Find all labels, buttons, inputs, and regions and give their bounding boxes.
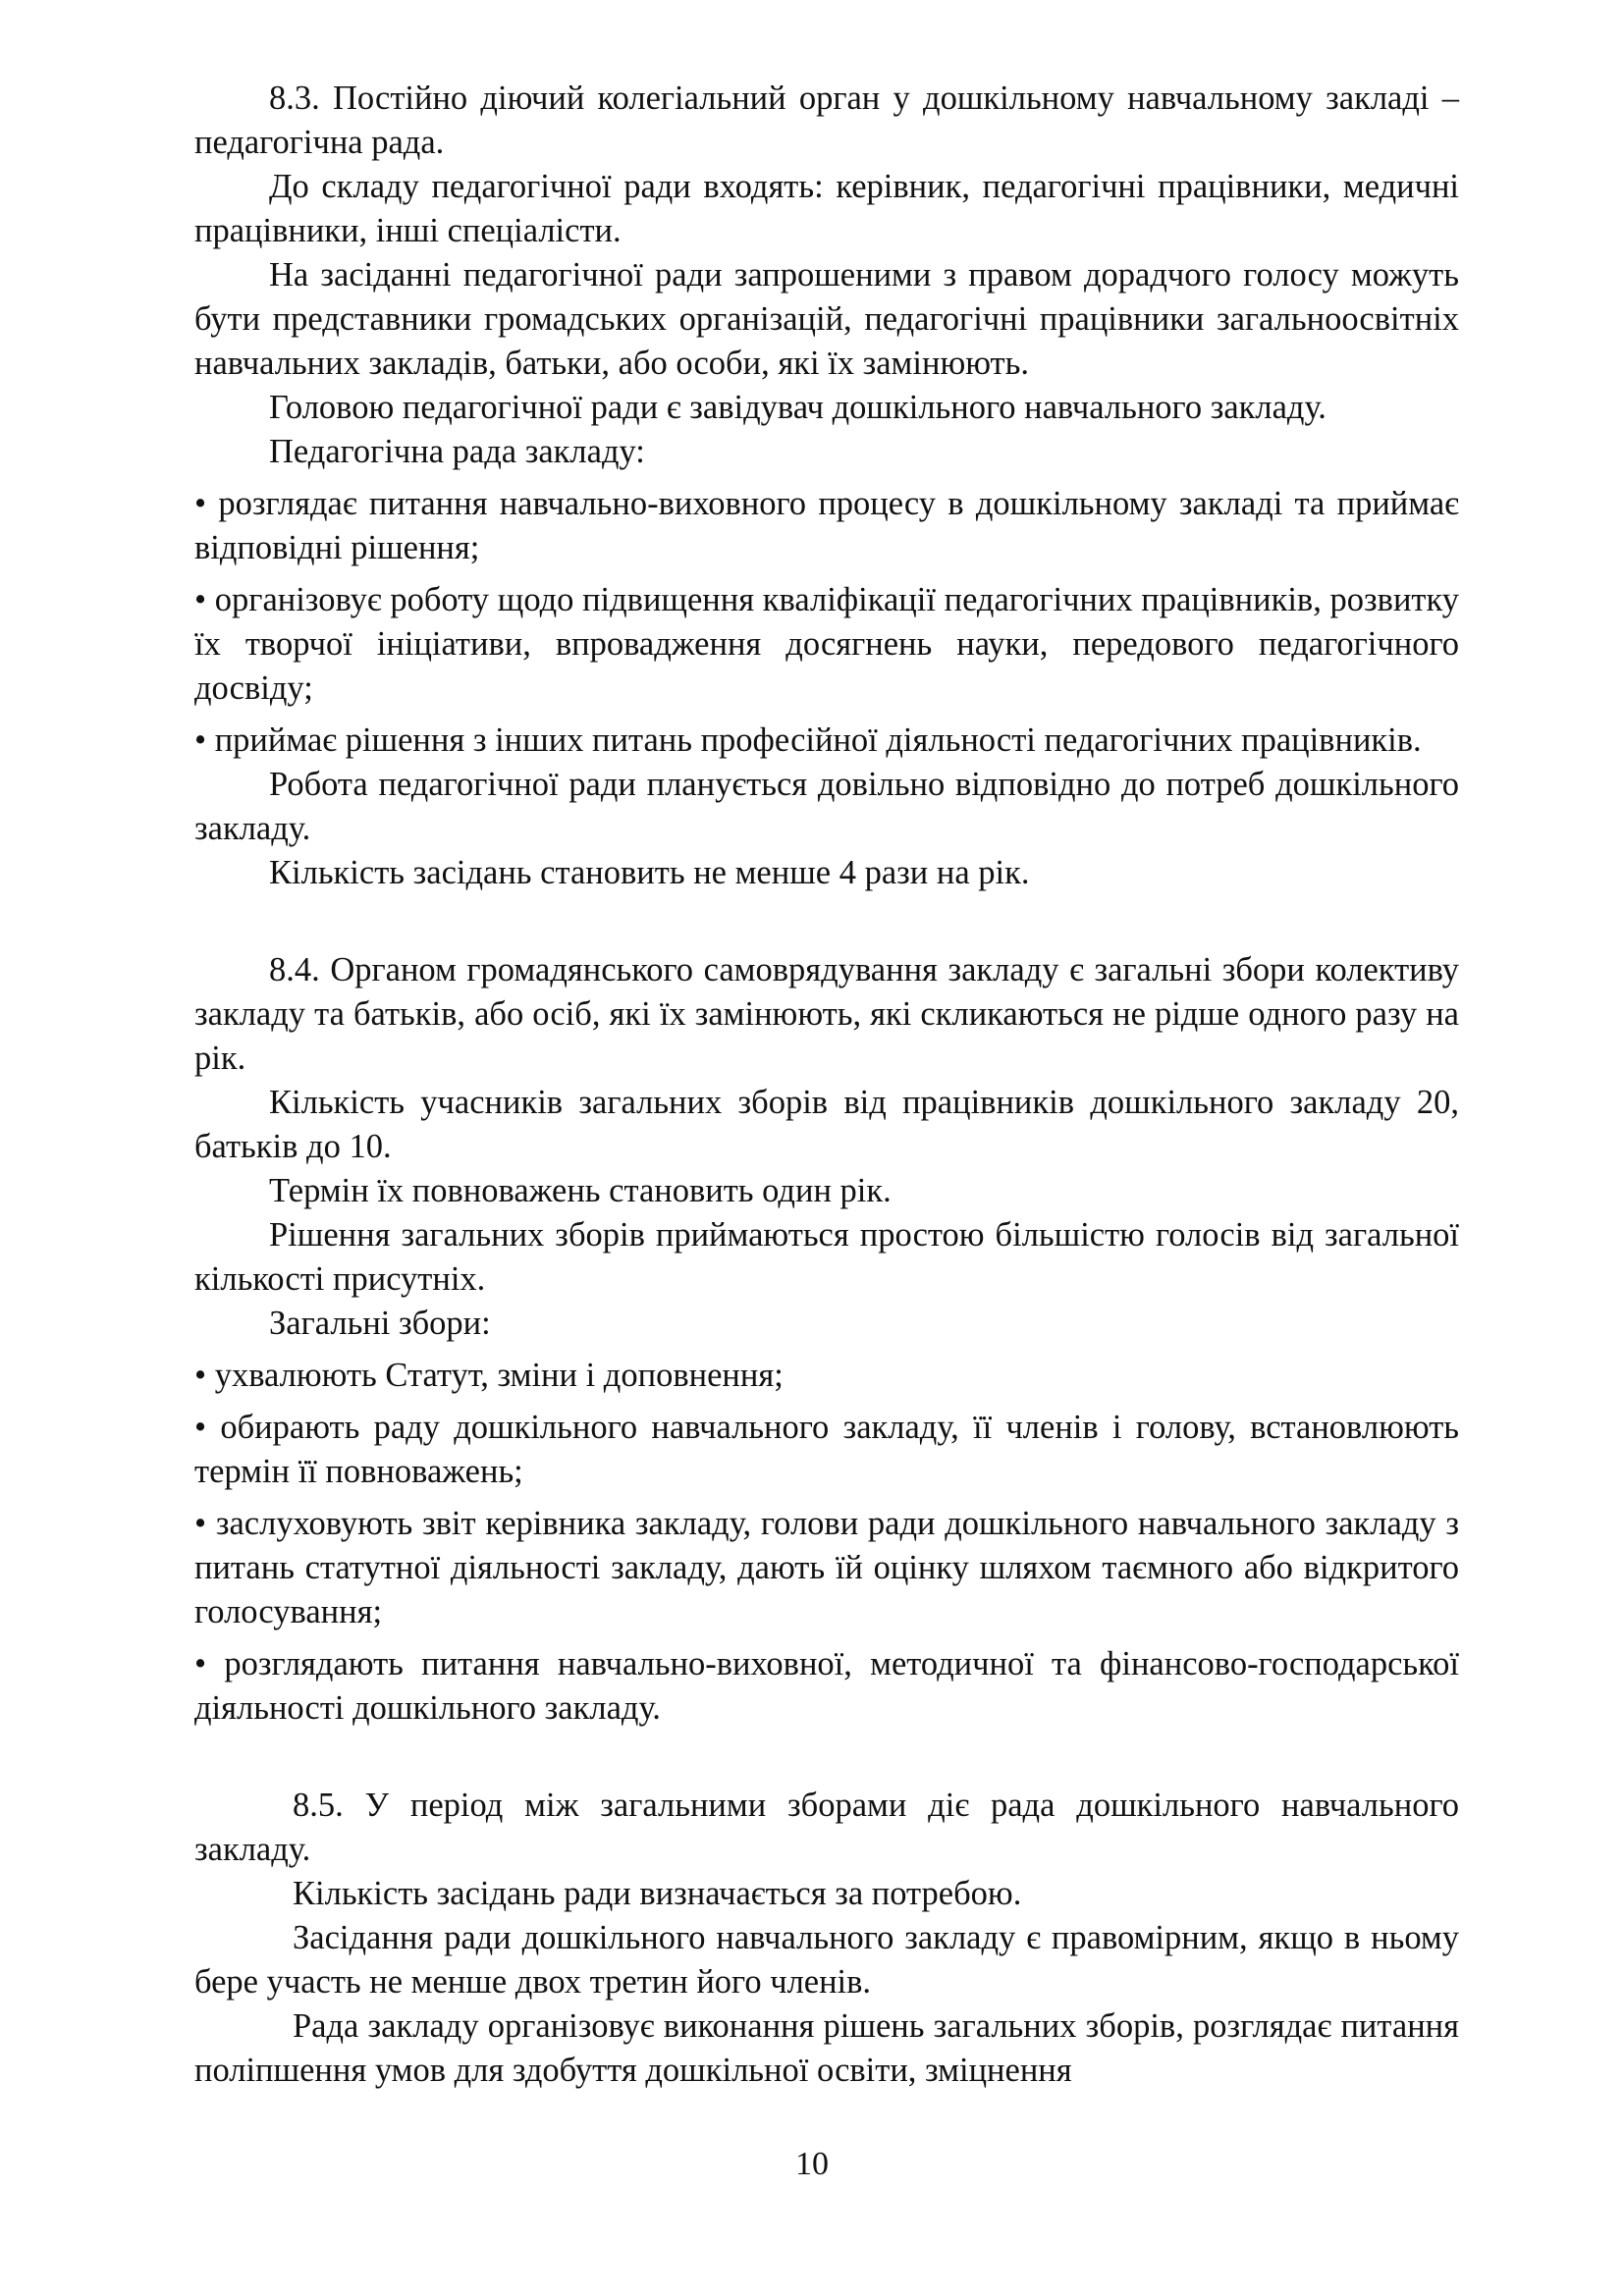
- paragraph: Робота педагогічної ради планується довільно відповідно до потреб дошкільного закладу.: [194, 766, 1459, 847]
- bullet-item: [194, 482, 1459, 570]
- bullet-text: приймає рішення з інших питань професійної діяльності педагогічних працівників.: [214, 721, 1422, 759]
- document-page: [194, 77, 1459, 2093]
- paragraph: Головою педагогічної ради є завідувач дошкільного навчального закладу.: [269, 389, 1326, 426]
- bullet-icon: •: [194, 1409, 207, 1446]
- bullet-text: обирають раду дошкільного навчального закладу, її членів і голову, встановлюють термін її повноважень;: [194, 1409, 1460, 1490]
- bullet-text: заслуховують звіт керівника закладу, голови ради дошкільного навчального закладу з питань статутної діяльності закладу, дають їй оцінку шляхом таємного або відкритого голосування;: [194, 1505, 1460, 1630]
- spacer: [194, 895, 1459, 948]
- bullet-item: [194, 1642, 1459, 1731]
- paragraph-8-5: 8.5. У період між загальними зборами діє рада дошкільного навчального закладу.: [194, 1787, 1459, 1868]
- bullet-icon: •: [194, 581, 207, 618]
- paragraph: До складу педагогічної ради входять: керівник, педагогічні працівники, медичні працівники, інші спеціалісти.: [194, 168, 1459, 249]
- bullet-text: розглядають питання навчально-виховної, методичної та фінансово-господарської діяльності дошкільного закладу.: [194, 1645, 1459, 1727]
- paragraph: Кількість учасників загальних зборів від працівників дошкільного закладу 20, батьків до 10.: [194, 1084, 1459, 1165]
- paragraph-8-4: 8.4. Органом громадянського самоврядування закладу є загальні збори колективу закладу та батьків, або осіб, які їх замінюють, які скликаються не рідше одного разу на рік.: [194, 951, 1459, 1077]
- spacer: [194, 1731, 1459, 1784]
- bullet-item: [194, 1354, 1459, 1398]
- paragraph: Кількість засідань ради визначається за потребою.: [293, 1875, 1022, 1912]
- bullet-item: [194, 1502, 1459, 1634]
- bullet-text: організовує роботу щодо підвищення кваліфікації педагогічних працівників, розвитку їх творчої ініціативи, впровадження досягнень науки, передового педагогічного досвіду;: [194, 581, 1460, 707]
- paragraph: Кількість засідань становить не менше 4 рази на рік.: [269, 854, 1030, 891]
- bullet-text: розглядає питання навчально-виховного процесу в дошкільному закладі та приймає відповідні рішення;: [194, 485, 1459, 566]
- paragraph: Термін їх повноважень становить один рік.: [269, 1172, 892, 1209]
- paragraph: Загальні збори:: [269, 1305, 491, 1342]
- page-number: 10: [795, 2146, 829, 2182]
- paragraph: На засіданні педагогічної ради запрошеними з правом дорадчого голосу можуть бути представники громадських організацій, педагогічні працівники загальноосвітніх навчальних закладів, батьки, або особи, які їх замінюють.: [194, 256, 1459, 382]
- bullet-item: [194, 578, 1459, 711]
- bullet-item: [194, 719, 1459, 763]
- bullet-icon: •: [194, 1645, 207, 1682]
- bullet-icon: •: [194, 1357, 207, 1394]
- bullet-icon: •: [194, 721, 207, 759]
- bullet-icon: •: [194, 1505, 207, 1542]
- paragraph: Педагогічна рада закладу:: [269, 433, 645, 470]
- bullet-item: [194, 1406, 1459, 1494]
- bullet-icon: •: [194, 485, 207, 522]
- paragraph: Рада закладу організовує виконання рішень загальних зборів, розглядає питання поліпшення умов для здобуття дошкільної освіти, зміцнення: [194, 2007, 1459, 2089]
- paragraph: Рішення загальних зборів приймаються простою більшістю голосів від загальної кількості присутніх.: [194, 1216, 1459, 1298]
- paragraph: Засідання ради дошкільного навчального закладу є правомірним, якщо в ньому бере участь не менше двох третин його членів.: [194, 1919, 1459, 2001]
- bullet-text: ухвалюють Статут, зміни і доповнення;: [214, 1357, 784, 1394]
- paragraph-8-3: 8.3. Постійно діючий колегіальний орган у дошкільному навчальному закладі – педагогічна рада.: [194, 80, 1459, 161]
